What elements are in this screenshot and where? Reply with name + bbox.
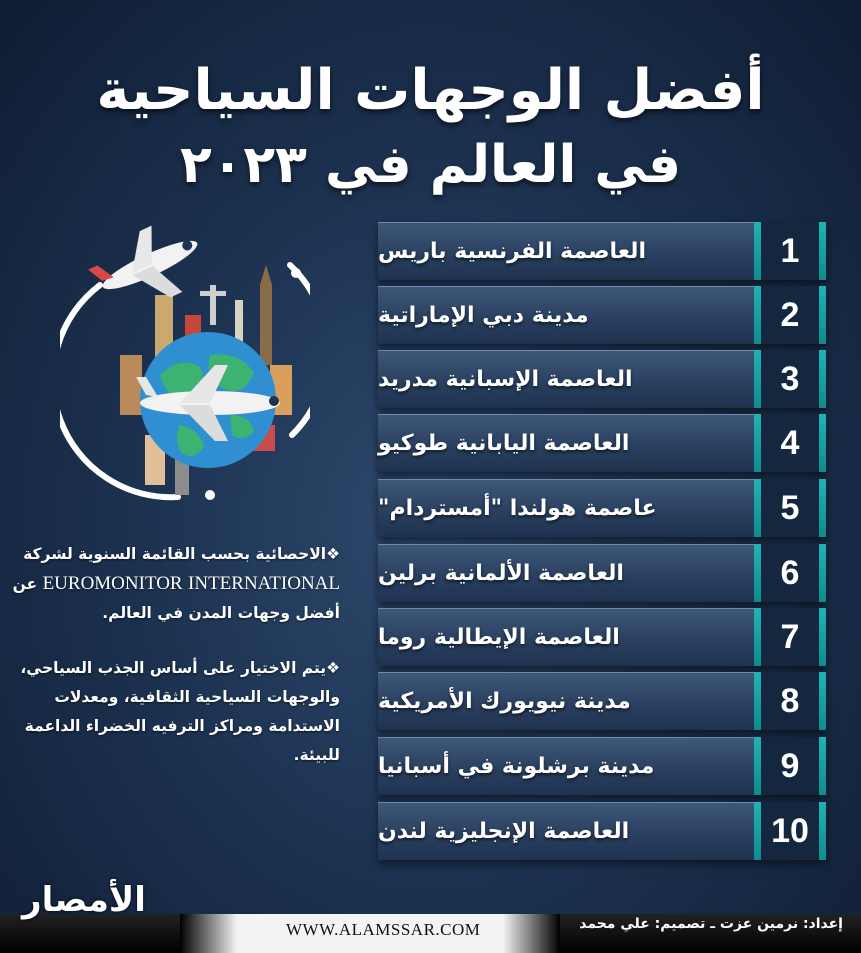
rank-row <box>378 479 826 537</box>
note-source-text-end: عن أفضل وجهات المدن في العالم. <box>12 575 340 622</box>
rank-row <box>378 608 826 666</box>
rank-row <box>378 737 826 795</box>
website-link[interactable]: WWW.ALAMSSAR.COM <box>286 920 481 939</box>
rank-label: العاصمة الإيطالية روما <box>378 608 754 666</box>
rank-number-box <box>754 222 826 280</box>
notes-panel <box>10 540 340 796</box>
rank-row <box>378 414 826 472</box>
rank-number-box <box>754 608 826 666</box>
rank-number: 2 <box>761 286 819 344</box>
rank-row <box>378 222 826 280</box>
rank-label: العاصمة الفرنسية باريس <box>378 222 754 280</box>
rank-row <box>378 286 826 344</box>
page-title: أفضل الوجهات السياحية <box>96 58 765 123</box>
note-source-company: EUROMONITOR <box>42 573 183 594</box>
rank-number: 10 <box>761 802 819 860</box>
travel-globe-illustration <box>60 225 310 525</box>
rank-number: 9 <box>761 737 819 795</box>
rank-number: 5 <box>761 479 819 537</box>
airplane-small-icon <box>83 225 214 324</box>
rank-number: 6 <box>761 544 819 602</box>
rank-row <box>378 802 826 860</box>
orbit-dot-icon <box>291 268 301 278</box>
rank-label: العاصمة الألمانية برلين <box>378 544 754 602</box>
rank-number-box <box>754 737 826 795</box>
rank-row <box>378 672 826 730</box>
rank-number-box <box>754 414 826 472</box>
note-criteria: ❖يتم الاختيار على أساس الجذب السياحي، والوجهات السياحية الثقافية، ومعدلات الاستدامة ومراكز الترفيه الخضراء الداعمة للبيئة. <box>20 659 340 764</box>
rank-label: عاصمة هولندا "أمستردام" <box>378 479 754 537</box>
orbit-dot-icon <box>205 490 215 500</box>
rank-number: 1 <box>761 222 819 280</box>
rank-number: 3 <box>761 350 819 408</box>
rank-number: 8 <box>761 672 819 730</box>
page-subtitle: في العالم في ٢٠٢٣ <box>179 135 682 195</box>
rank-number: 4 <box>761 414 819 472</box>
rank-number-box <box>754 544 826 602</box>
credits-text: إعداد: نرمين عزت ـ تصميم: علي محمد <box>579 916 843 932</box>
note-source-company-2: INTERNATIONAL <box>188 573 340 594</box>
rank-label: العاصمة اليابانية طوكيو <box>378 414 754 472</box>
orbit-arc-right-icon <box>290 265 310 435</box>
rank-row <box>378 544 826 602</box>
rank-number-box <box>754 672 826 730</box>
rank-label: العاصمة الإنجليزية لندن <box>378 802 754 860</box>
rank-label: مدينة دبي الإماراتية <box>378 286 754 344</box>
note-source-text: ❖الاحصائية بحسب القائمة السنوية لشركة <box>23 545 340 563</box>
rank-number: 7 <box>761 608 819 666</box>
rank-number-box <box>754 479 826 537</box>
rank-row <box>378 350 826 408</box>
note-source <box>10 540 340 628</box>
rank-number-box <box>754 350 826 408</box>
rank-number-box <box>754 802 826 860</box>
rank-label: مدينة نيويورك الأمريكية <box>378 672 754 730</box>
brand-logo: الأمصار <box>22 880 146 920</box>
rank-label: العاصمة الإسبانية مدريد <box>378 350 754 408</box>
rank-number-box <box>754 286 826 344</box>
rank-label: مدينة برشلونة في أسبانيا <box>378 737 754 795</box>
